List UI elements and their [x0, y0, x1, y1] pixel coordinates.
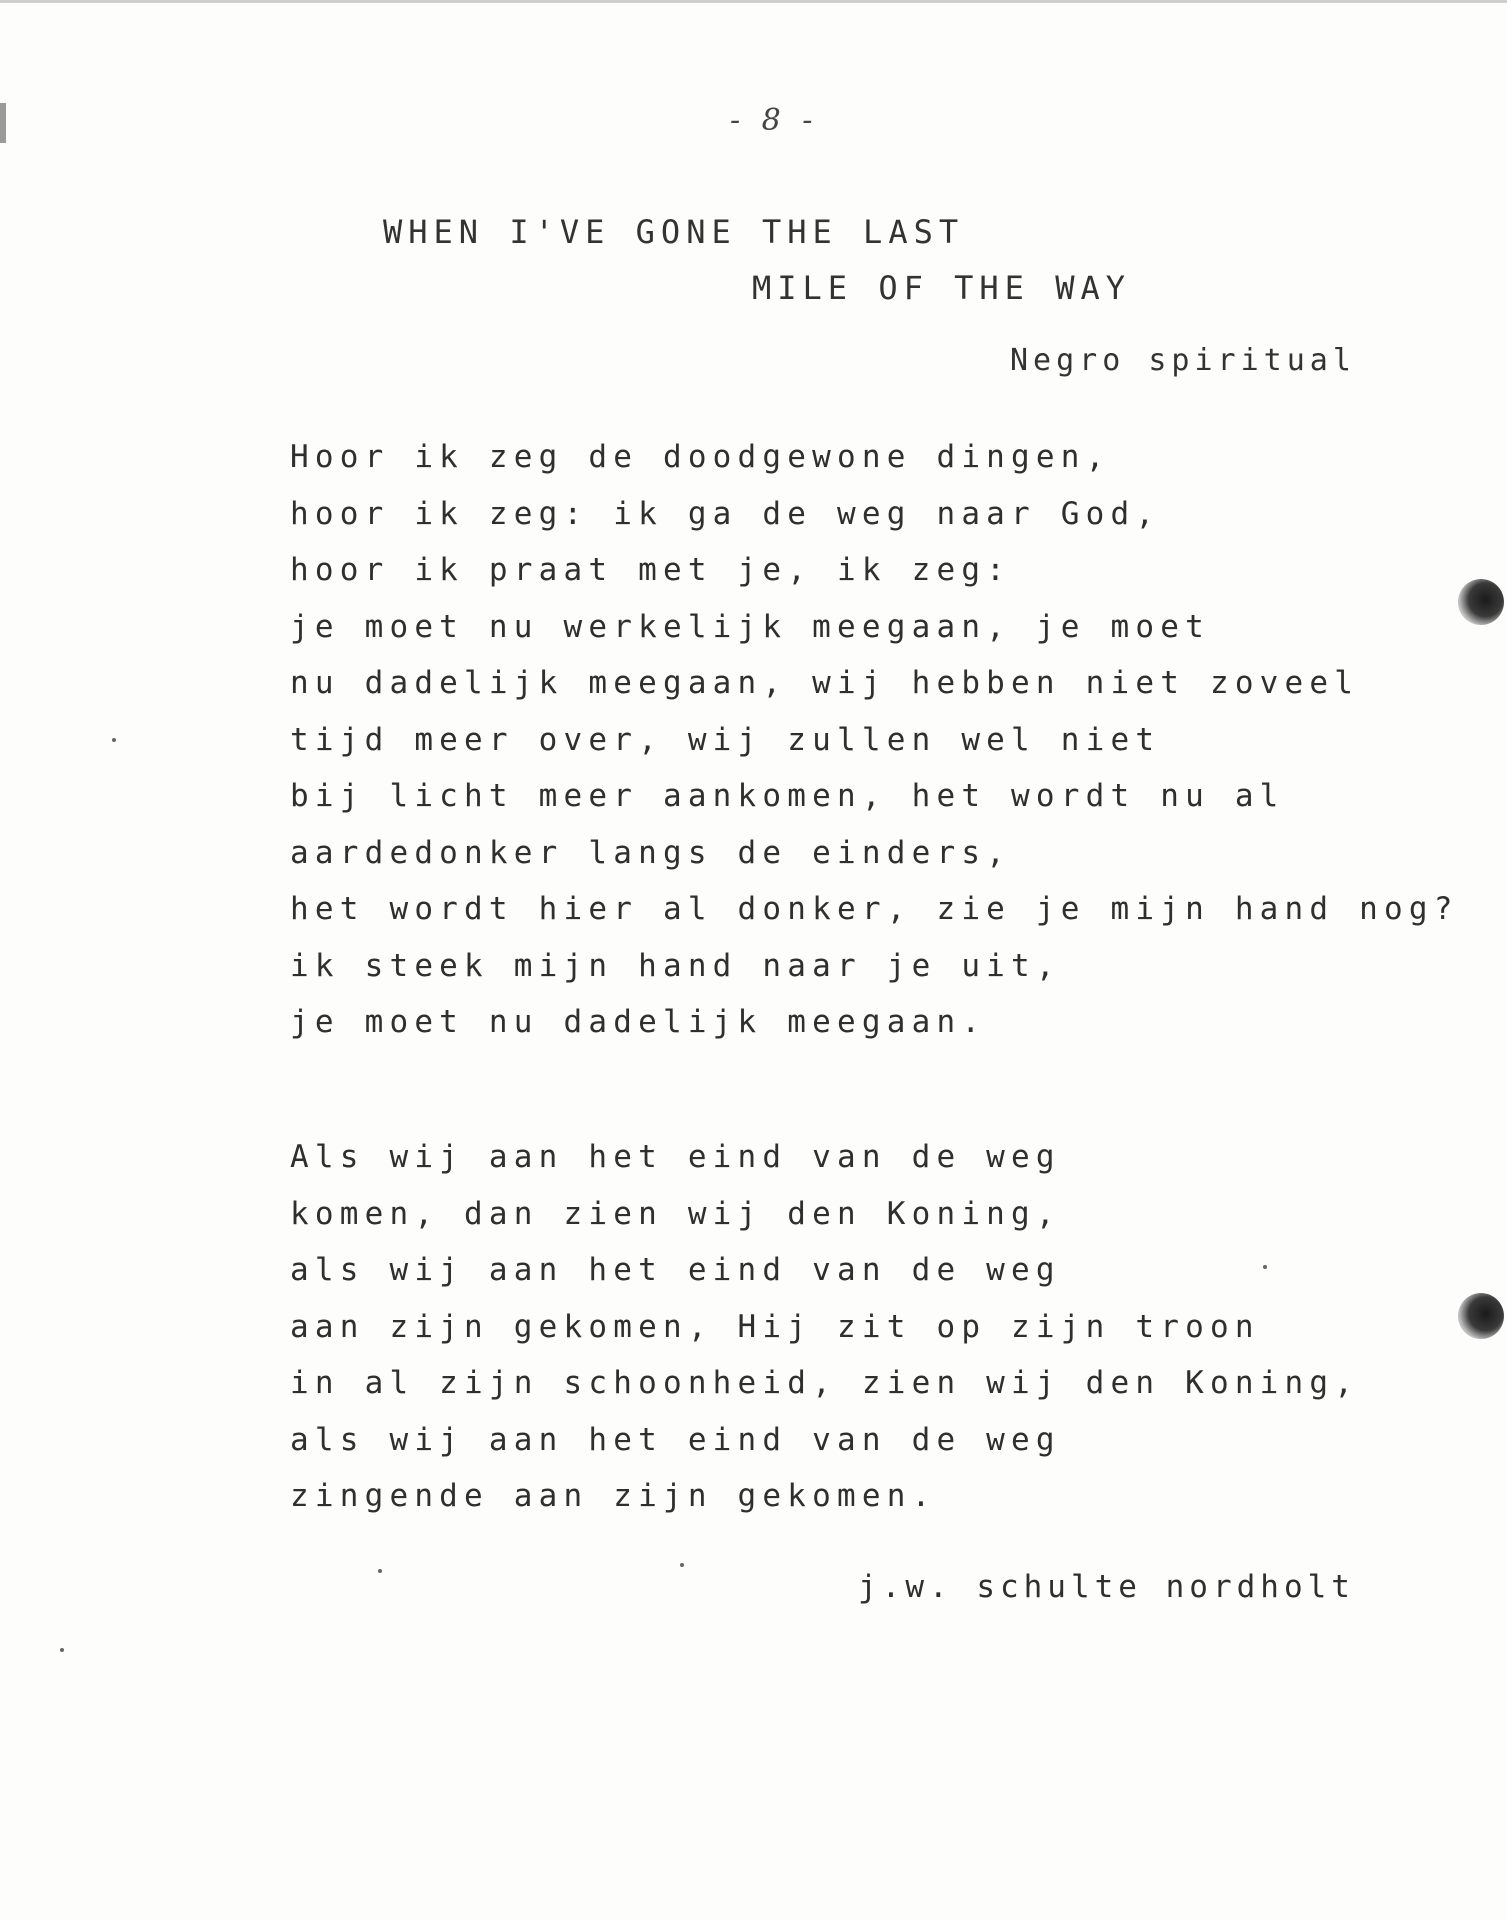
poem-line: komen, dan zien wij den Koning, [290, 1195, 1061, 1232]
poem-line: als wij aan het eind van de weg [290, 1421, 1061, 1458]
page-number: - 8 - [730, 103, 819, 138]
poem-line: aan zijn gekomen, Hij zit op zijn troon [290, 1308, 1260, 1345]
poem-line: zingende aan zijn gekomen. [290, 1478, 937, 1514]
poem-subtitle: Negro spiritual [1010, 343, 1356, 378]
author-signature: j.w. schulte nordholt [858, 1569, 1355, 1605]
paper-speck [1263, 1265, 1267, 1269]
poem-line: Als wij aan het eind van de weg [290, 1139, 1061, 1175]
poem-line: bij licht meer aankomen, het wordt nu al [290, 778, 1285, 814]
poem-line: aardedonker langs de einders, [290, 834, 1012, 871]
poem-line: tijd meer over, wij zullen wel niet [290, 721, 1161, 758]
poem-line: ik steek mijn hand naar je uit, [290, 947, 1061, 984]
paper-speck [60, 1648, 64, 1652]
poem-line: je moet nu werkelijk meegaan, je moet [290, 608, 1210, 645]
stanza-1 [290, 439, 1459, 1061]
poem-line: Hoor ik zeg de doodgewone dingen, [290, 439, 1111, 475]
paper-speck [680, 1563, 684, 1567]
poem-line: je moet nu dadelijk meegaan. [290, 1004, 987, 1040]
poem-line: nu dadelijk meegaan, wij hebben niet zoveel [290, 665, 1360, 701]
page-edge-mark [0, 103, 6, 143]
poem-line: in al zijn schoonheid, zien wij den Koning, [290, 1365, 1360, 1401]
paper-speck [112, 738, 116, 742]
punch-hole-icon [1458, 579, 1504, 625]
poem-line: hoor ik praat met je, ik zeg: [290, 552, 1012, 588]
poem-line: hoor ik zeg: ik ga de weg naar God, [290, 495, 1161, 532]
stanza-2 [290, 1139, 1359, 1535]
poem-line: het wordt hier al donker, zie je mijn hand nog? [290, 891, 1459, 927]
poem-title-line-1: WHEN I'VE GONE THE LAST [383, 213, 965, 251]
poem-line: als wij aan het eind van de weg [290, 1252, 1061, 1288]
paper-speck [378, 1569, 382, 1573]
punch-hole-icon [1458, 1293, 1504, 1339]
poem-title-line-2: MILE OF THE WAY [752, 269, 1131, 307]
